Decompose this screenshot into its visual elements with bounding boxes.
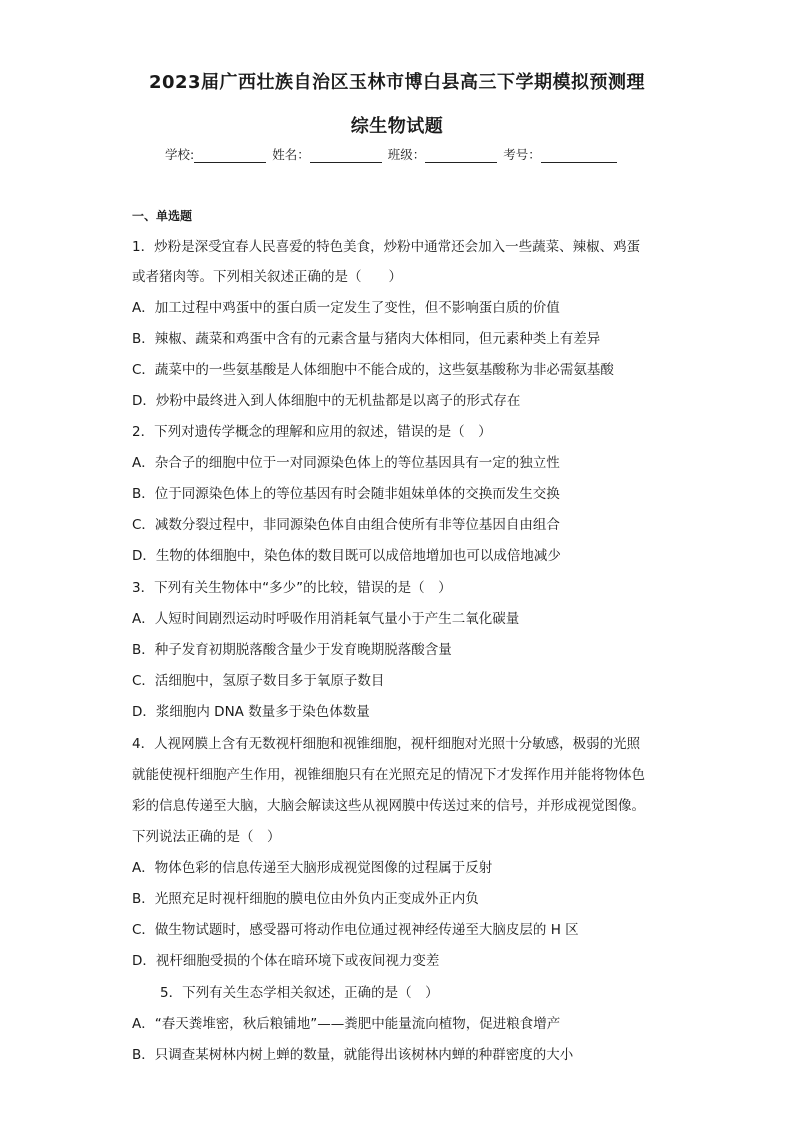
school-label: 学校:	[165, 147, 195, 162]
q1-stem: 1．炒粉是深受宜春人民喜爱的特色美食，炒粉中通常还会加入一些蔬菜、辣椒、鸡蛋	[132, 239, 641, 255]
q5-option-a: A．“春天粪堆密，秋后粮铺地”——粪肥中能量流向植物，促进粮食增产	[132, 1016, 561, 1032]
q4-option-d: D．视杆细胞受损的个体在暗环境下或夜间视力变差	[132, 953, 440, 969]
q4-option-a: A．物体色彩的信息传递至大脑形成视觉图像的过程属于反射	[132, 860, 493, 876]
q2-stem: 2．下列对遗传学概念的理解和应用的叙述，错误的是（ ）	[132, 424, 492, 440]
q4-stem: 就能使视杆细胞产生作用，视锥细胞只有在光照充足的情况下才发挥作用并能将物体色	[132, 767, 645, 783]
q2-option-b: B．位于同源染色体上的等位基因有时会随非姐妹单体的交换而发生交换	[132, 486, 560, 502]
q1-option-a: A．加工过程中鸡蛋中的蛋白质一定发生了变性，但不影响蛋白质的价值	[132, 300, 560, 316]
student-info-row	[165, 145, 619, 163]
class-blank	[425, 148, 497, 163]
q4-option-c: C．做生物试题时，感受器可将动作电位通过视神经传递至大脑皮层的 H 区	[132, 922, 579, 938]
class-label: 班级：	[387, 147, 426, 162]
q3-option-d: D．浆细胞内 DNA 数量多于染色体数量	[132, 704, 370, 720]
q2-option-a: A．杂合子的细胞中位于一对同源染色体上的等位基因具有一定的独立性	[132, 455, 560, 471]
school-blank	[194, 148, 266, 163]
exam-title-line-1: 2023届广西壮族自治区玉林市博白县高三下学期模拟预测理	[148, 72, 646, 93]
exam-number-label: 考号：	[503, 147, 541, 162]
q4-stem: 彩的信息传递至大脑，大脑会解读这些从视网膜中传送过来的信号，并形成视觉图像。	[132, 798, 645, 814]
q3-option-c: C．活细胞中，氢原子数目多于氧原子数目	[132, 673, 385, 689]
q1-option-b: B．辣椒、蔬菜和鸡蛋中含有的元素含量与猪肉大体相同，但元素种类上有差异	[132, 331, 601, 347]
q3-stem: 3．下列有关生物体中“多少”的比较，错误的是（ ）	[132, 580, 452, 596]
name-label: 姓名：	[272, 147, 310, 162]
q5-option-b: B．只调查某树林内树上蝉的数量，就能得出该树林内蝉的种群密度的大小	[132, 1047, 574, 1063]
q4-stem: 4．人视网膜上含有无数视杆细胞和视锥细胞，视杆细胞对光照十分敏感，极弱的光照	[132, 736, 641, 752]
section-heading: 一、单选题	[132, 209, 193, 223]
q5-stem: 5．下列有关生态学相关叙述，正确的是（ ）	[160, 985, 439, 1001]
name-blank	[310, 148, 382, 163]
q2-option-d: D．生物的体细胞中，染色体的数目既可以成倍地增加也可以成倍地减少	[132, 548, 561, 564]
exam-title-line-2: 综生物试题	[350, 116, 444, 137]
q1-stem: 或者猪肉等。下列相关叙述正确的是（ ）	[132, 269, 402, 285]
q2-option-c: C．减数分裂过程中，非同源染色体自由组合使所有非等位基因自由组合	[132, 517, 560, 533]
exam-number-blank	[541, 148, 617, 163]
q1-option-c: C．蔬菜中的一些氨基酸是人体细胞中不能合成的，这些氨基酸称为非必需氨基酸	[132, 362, 614, 378]
q3-option-b: B．种子发育初期脱落酸含量少于发育晚期脱落酸含量	[132, 642, 452, 658]
q4-option-b: B．光照充足时视杆细胞的膜电位由外负内正变成外正内负	[132, 891, 479, 907]
q3-option-a: A．人短时间剧烈运动时呼吸作用消耗氧气量小于产生二氧化碳量	[132, 611, 520, 627]
q1-option-d: D．炒粉中最终进入到人体细胞中的无机盐都是以离子的形式存在	[132, 393, 521, 409]
q4-stem: 下列说法正确的是（ ）	[132, 829, 281, 845]
